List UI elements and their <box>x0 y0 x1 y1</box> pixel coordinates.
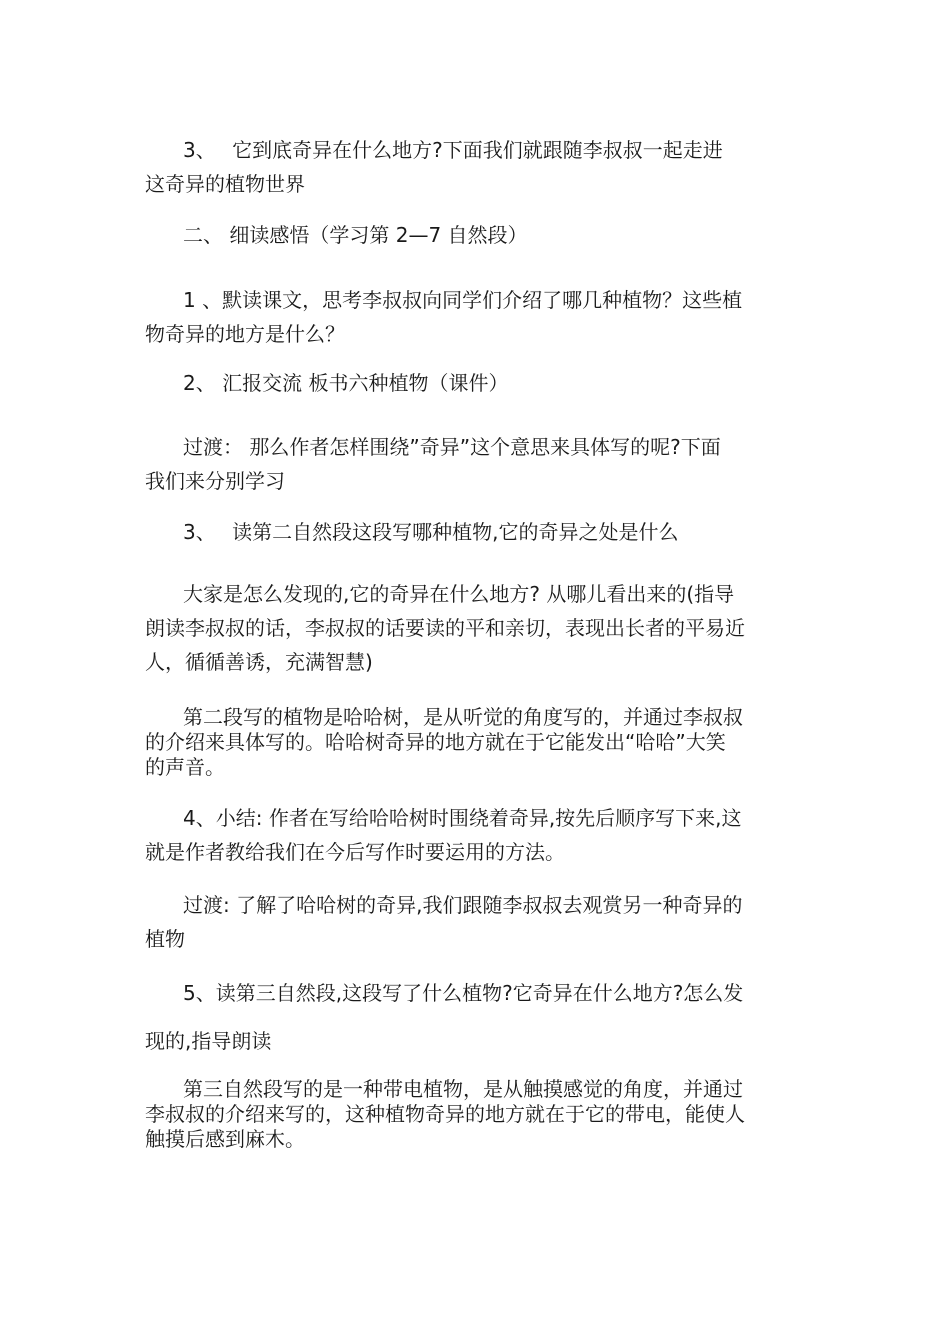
text-line: 2、 汇报交流 板书六种植物（课件） <box>183 371 509 395</box>
text-line: 1 、默读课文，思考李叔叔向同学们介绍了哪几种植物？这些植 <box>183 288 743 312</box>
text-line: 4、小结: 作者在写给哈哈树时围绕着奇异,按先后顺序写下来,这 <box>183 806 742 830</box>
paragraph-1 <box>145 133 810 201</box>
paragraph-11 <box>145 976 810 1010</box>
text-line: 5、读第三自然段,这段写了什么植物?它奇异在什么地方?怎么发 <box>183 981 744 1005</box>
paragraph-5 <box>145 430 810 498</box>
text-line: 人，循循善诱，充满智慧) <box>145 650 373 674</box>
text-line: 李叔叔的介绍来写的，这种植物奇异的地方就在于它的带电，能使人 <box>145 1102 745 1126</box>
paragraph-8 <box>145 705 810 780</box>
text-line: 第二段写的植物是哈哈树，是从听觉的角度写的，并通过李叔叔 <box>183 705 743 729</box>
text-line: 3、 它到底奇异在什么地方?下面我们就跟随李叔叔一起走进 <box>183 138 723 162</box>
paragraph-3 <box>145 283 810 351</box>
text-line: 的声音。 <box>145 755 225 779</box>
text-line: 物奇异的地方是什么？ <box>145 322 345 346</box>
paragraph-7 <box>145 577 810 679</box>
paragraph-6 <box>145 515 810 549</box>
text-line: 朗读李叔叔的话，李叔叔的话要读的平和亲切，表现出长者的平易近 <box>145 616 745 640</box>
paragraph-10 <box>145 888 810 956</box>
text-line: 第三自然段写的是一种带电植物，是从触摸感觉的角度，并通过 <box>183 1077 743 1101</box>
text-line: 的介绍来具体写的。哈哈树奇异的地方就在于它能发出“哈哈”大笑 <box>145 730 726 754</box>
text-line: 就是作者教给我们在今后写作时要运用的方法。 <box>145 840 565 864</box>
section-heading <box>145 218 810 252</box>
text-line: 3、 读第二自然段这段写哪种植物,它的奇异之处是什么 <box>183 520 679 544</box>
paragraph-12 <box>145 1024 810 1058</box>
text-line: 大家是怎么发现的,它的奇异在什么地方? 从哪儿看出来的(指导 <box>183 582 735 606</box>
text-line: 过渡: 了解了哈哈树的奇异,我们跟随李叔叔去观赏另一种奇异的 <box>183 893 743 917</box>
text-line: 这奇异的植物世界 <box>145 172 305 196</box>
text-line: 二、 细读感悟（学习第 2—7 自然段） <box>183 223 528 247</box>
text-line: 植物 <box>145 927 185 951</box>
text-line: 我们来分别学习 <box>145 469 285 493</box>
text-line: 触摸后感到麻木。 <box>145 1127 305 1151</box>
paragraph-4 <box>145 366 810 400</box>
paragraph-13 <box>145 1077 810 1152</box>
paragraph-9 <box>145 801 810 869</box>
text-line: 现的,指导朗读 <box>145 1029 272 1053</box>
text-line: 过渡： 那么作者怎样围绕”奇异”这个意思来具体写的呢?下面 <box>183 435 721 459</box>
